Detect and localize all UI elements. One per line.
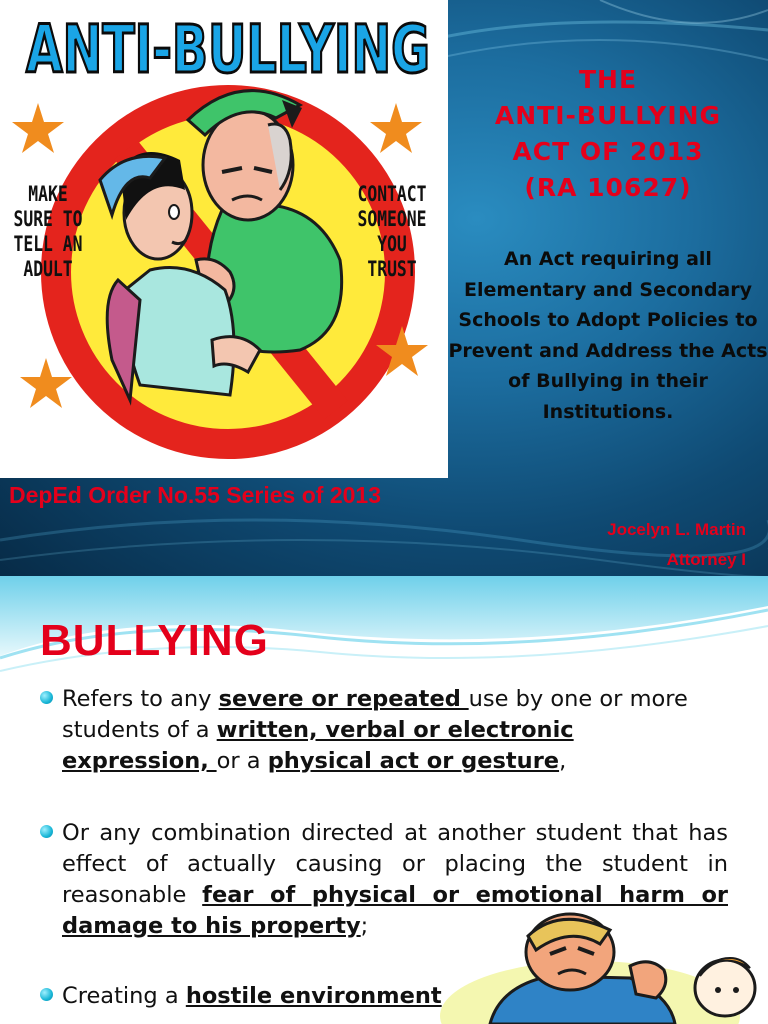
act-title-line-1: THE: [578, 65, 638, 94]
bullet-combination: Or any combination directed at another student that has effect of actually causing or placing the student in reasonable fear of physical or emotional harm or damage to his property;: [62, 820, 728, 939]
act-description: An Act requiring all Elementary and Secondary Schools to Adopt Policies to Prevent and Address the Acts of Bullying in their Institutions.: [448, 248, 768, 423]
act-title-line-4: (RA 10627): [524, 173, 692, 202]
poster-right-text: CONTACT SOMEONE YOU TRUST: [357, 182, 427, 281]
bullet-definition: Refers to any severe or repeated use by one or more students of a written, verbal or electronic expression, or a physical act or gesture,: [62, 686, 688, 774]
slide-title: BULLYING: [40, 616, 269, 665]
poster-title-art: [18, 4, 438, 88]
act-title-line-3: ACT OF 2013: [512, 137, 704, 166]
bullet-icon: [40, 988, 53, 1001]
deped-order: DepEd Order No.55 Series of 2013: [9, 482, 381, 508]
author-name: Jocelyn L. Martin: [607, 520, 746, 539]
act-title-line-2: ANTI-BULLYING: [494, 101, 722, 130]
bullet-icon: [40, 825, 53, 838]
poster-left-text: MAKE SURE TO TELL AN ADULT: [13, 182, 83, 281]
bullet-hostile-environment: Creating a hostile environment: [62, 983, 442, 1009]
bullet-icon: [40, 691, 53, 704]
bullying-definition-slide: [0, 576, 768, 1024]
svg-text:ANTI-BULLYING: ANTI-BULLYING: [26, 11, 430, 88]
anti-bullying-poster: [0, 0, 448, 478]
author-title: Attorney I: [666, 550, 746, 569]
